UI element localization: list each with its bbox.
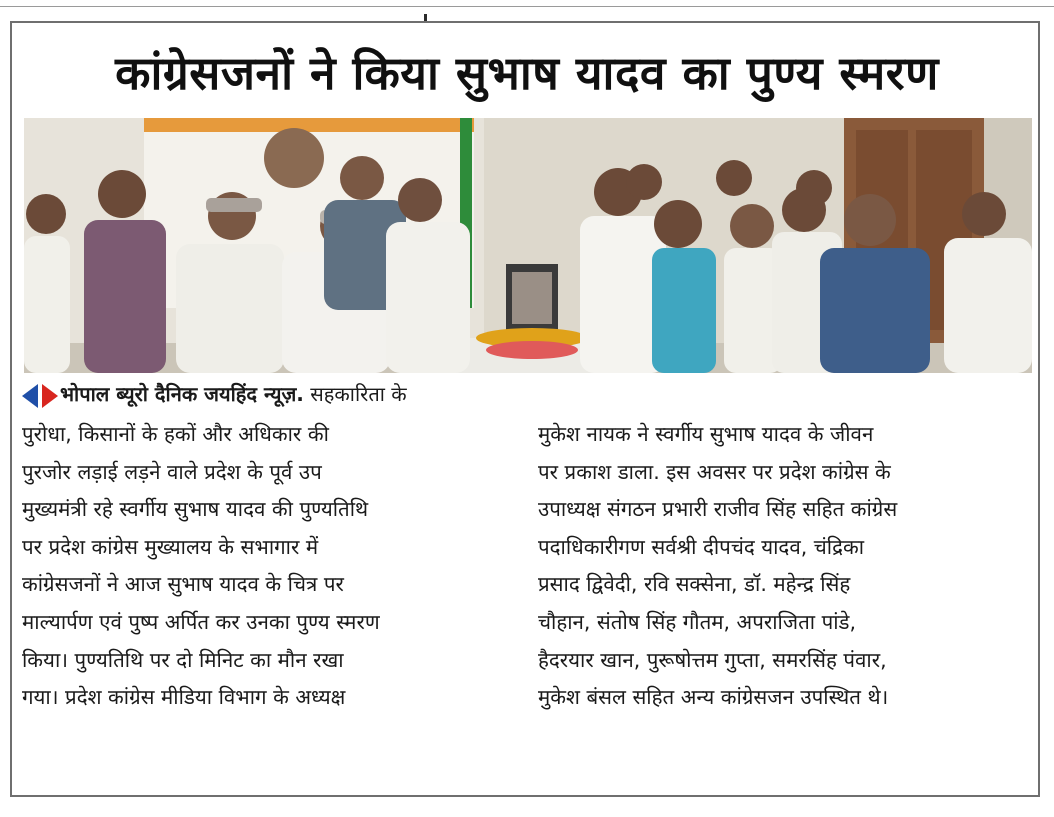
left-column-line: पुरजोर लड़ाई लड़ने वाले प्रदेश के पूर्व उप	[22, 459, 322, 484]
blue-red-arrow-logo-icon	[22, 384, 58, 408]
left-column-line: मुख्यमंत्री रहे स्वर्गीय सुभाष यादव की पुण्यतिथि	[22, 497, 369, 522]
top-rule	[0, 6, 1054, 7]
article-photo	[24, 118, 1032, 373]
left-column-line: कांग्रेसजनों ने आज सुभाष यादव के चित्र पर	[22, 572, 344, 597]
right-column-line: चौहान, संतोष सिंह गौतम, अपराजिता पांडे,	[538, 609, 857, 634]
right-column-line: हैदरयार खान, पुरूषोत्तम गुप्ता, समरसिंह पंवार,	[538, 647, 887, 672]
article-right-column	[538, 416, 1038, 717]
right-column-line: मुकेश नायक ने स्वर्गीय सुभाष यादव के जीवन	[538, 422, 874, 446]
tribute-photo-illustration	[24, 118, 1032, 373]
article-left-column	[22, 416, 532, 717]
dateline-row	[22, 378, 532, 410]
left-column-line: किया। पुण्यतिथि पर दो मिनिट का मौन रखा	[22, 647, 344, 672]
lead-text: सहकारिता के	[303, 382, 407, 406]
left-column-line: माल्यार्पण एवं पुष्प अर्पित कर उनका पुण्य स्मरण	[22, 609, 380, 634]
article-headline: कांग्रेसजनों ने किया सुभाष यादव का पुण्य स्मरण	[115, 46, 939, 100]
right-column-line: उपाध्यक्ष संगठन प्रभारी राजीव सिंह सहित कांग्रेस	[538, 497, 898, 522]
right-column-line: मुकेश बंसल सहित अन्य कांग्रेसजन उपस्थित थे।	[538, 685, 889, 710]
dateline: भोपाल ब्यूरो दैनिक जयहिंद न्यूज़.	[60, 382, 304, 406]
right-column-line: पदाधिकारीगण सर्वश्री दीपचंद यादव, चंद्रिका	[538, 534, 865, 559]
right-column-line: प्रसाद द्विवेदी, रवि सक्सेना, डॉ. महेन्द्र सिंह	[538, 572, 851, 597]
left-column-line: पर प्रदेश कांग्रेस मुख्यालय के सभागार में	[22, 534, 319, 559]
left-column-line: पुरोधा, किसानों के हकों और अधिकार की	[22, 422, 329, 446]
right-column-line: पर प्रकाश डाला. इस अवसर पर प्रदेश कांग्रेस के	[538, 459, 891, 484]
left-column-line: गया। प्रदेश कांग्रेस मीडिया विभाग के अध्यक्ष	[22, 685, 346, 710]
